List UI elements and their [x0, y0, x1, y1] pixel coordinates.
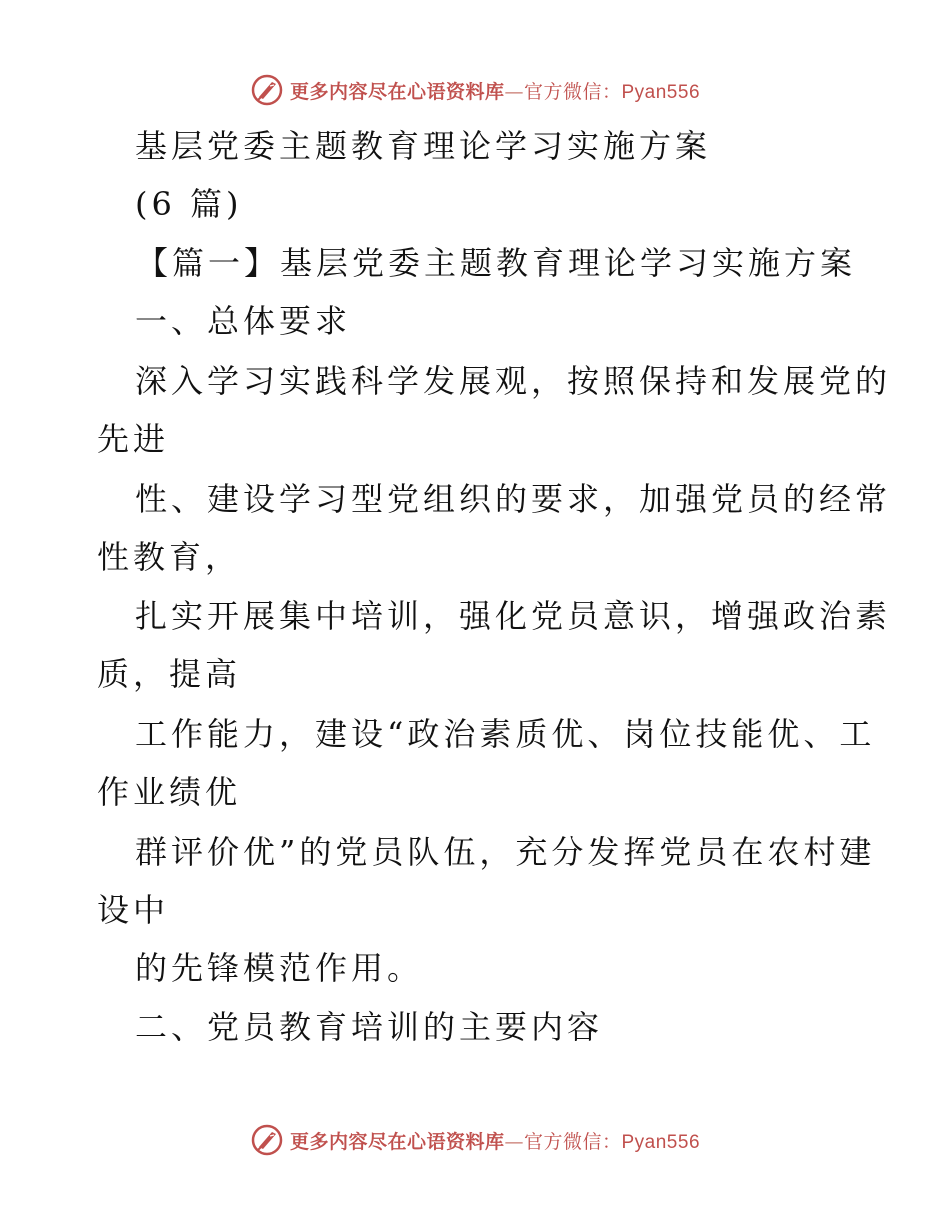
document-title-count: (6 篇) — [135, 185, 243, 223]
paragraph-line: 工作能力，建设“政治素质优、岗位技能优、工 — [135, 715, 876, 753]
part1-heading: 一、总体要求 — [135, 302, 352, 340]
section-heading: 【篇一】基层党委主题教育理论学习实施方案 — [136, 244, 857, 282]
paragraph-line: 质，提高 — [97, 655, 242, 693]
paragraph-line: 群评价优”的党员队伍，充分发挥党员在农村建 — [135, 833, 876, 871]
watermark-banner-bottom — [0, 1120, 950, 1160]
paragraph-line: 设中 — [97, 891, 170, 929]
document-title: 基层党委主题教育理论学习实施方案 — [135, 127, 712, 165]
watermark-text: 更多内容尽在心语资料库—官方微信：Pyan556 — [289, 1130, 701, 1153]
paragraph-line: 性、建设学习型党组织的要求，加强党员的经常 — [135, 480, 892, 518]
paragraph-line: 先进 — [97, 420, 170, 458]
watermark-content — [250, 1123, 700, 1157]
paragraph-line: 作业绩优 — [97, 773, 242, 811]
paragraph-line: 性教育， — [97, 538, 242, 576]
quill-logo-icon — [250, 1123, 284, 1157]
paragraph-line: 的先锋模范作用。 — [135, 949, 424, 987]
watermark-banner-top — [0, 70, 950, 110]
paragraph-line: 扎实开展集中培训，强化党员意识，增强政治素 — [135, 597, 892, 635]
paragraph-line: 深入学习实践科学发展观，按照保持和发展党的 — [135, 362, 892, 400]
watermark-text: 更多内容尽在心语资料库—官方微信：Pyan556 — [289, 80, 701, 103]
part2-heading: 二、党员教育培训的主要内容 — [135, 1008, 604, 1046]
quill-logo-icon — [250, 73, 284, 107]
watermark-content — [250, 73, 700, 107]
